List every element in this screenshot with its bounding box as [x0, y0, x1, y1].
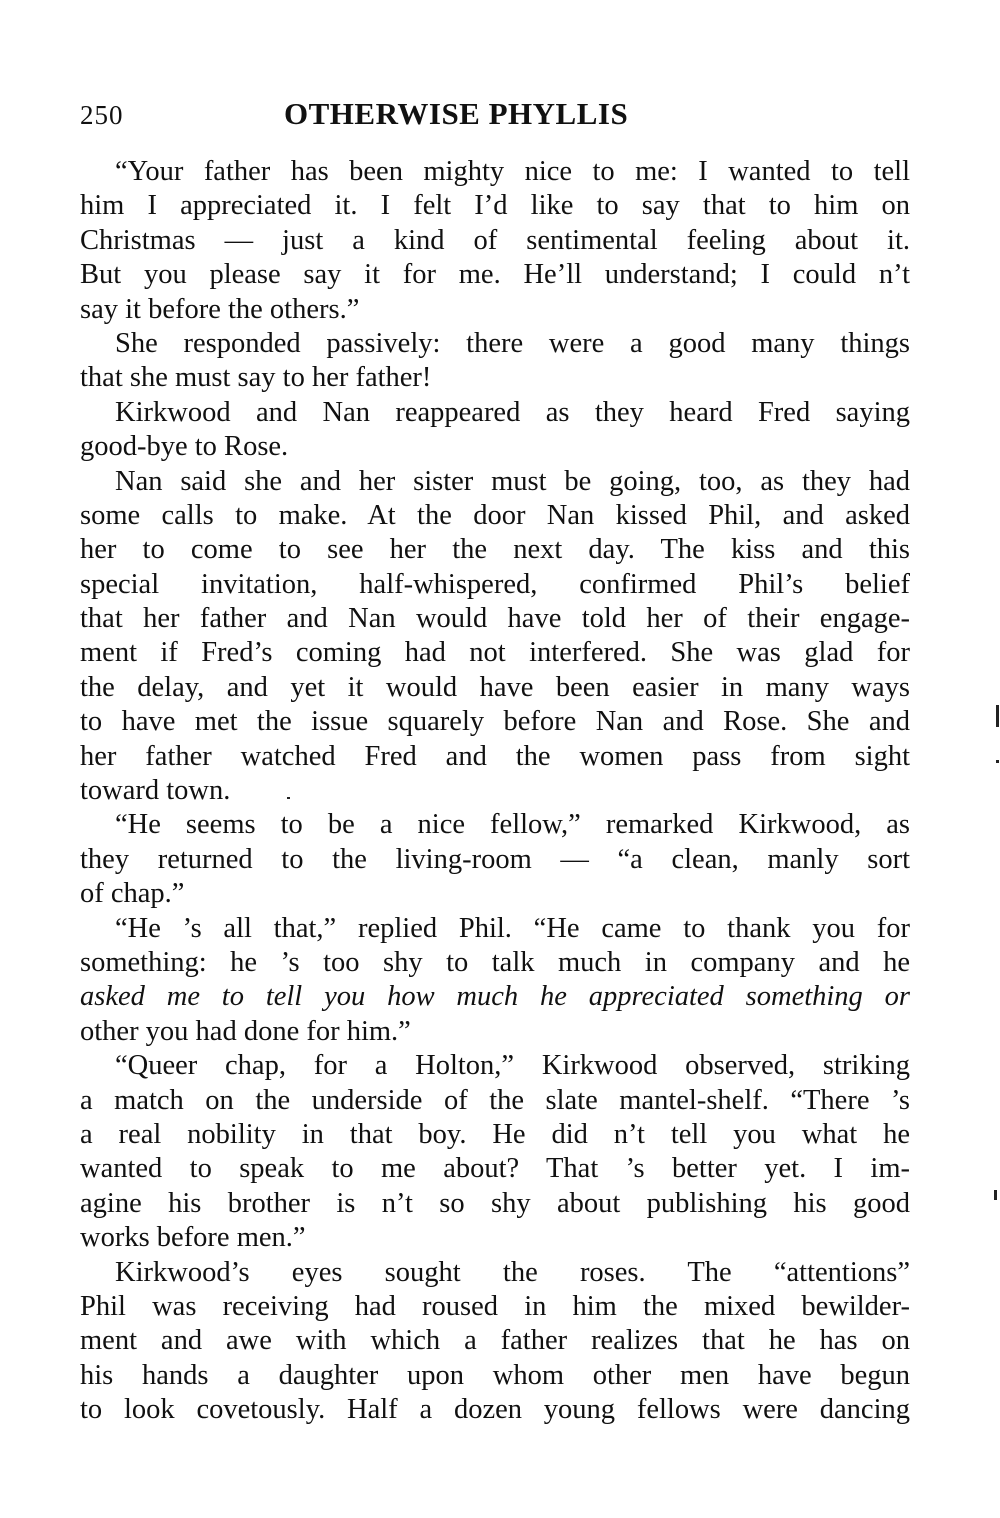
text-line: ment if Fred’s coming had not interfered. She was glad for: [80, 637, 910, 669]
margin-speck: [996, 760, 999, 763]
text-line: other you had done for him.”: [80, 1015, 411, 1047]
text-line: good-bye to Rose.: [80, 431, 289, 463]
text-line: Kirkwood’s eyes sought the roses. The “attentions”: [115, 1256, 910, 1288]
text-line: something: he ’s too shy to talk much in company and he: [80, 946, 910, 978]
text-line: to have met the issue squarely before Nan and Rose. She and: [80, 706, 910, 738]
text-line: toward town.: [80, 775, 231, 807]
text-line: of chap.”: [80, 878, 185, 910]
text-line: to look covetously. Half a dozen young fellows were dancing: [80, 1394, 910, 1426]
text-line: works before men.”: [80, 1222, 306, 1254]
text-line: But you please say it for me. He’ll understand; I could n’t: [80, 259, 910, 291]
text-line: asked me to tell you how much he appreciated something or: [80, 981, 910, 1013]
text-line: a match on the underside of the slate mantel-shelf. “There ’s: [80, 1084, 910, 1116]
running-title: OTHERWISE PHYLLIS: [284, 96, 629, 131]
text-line: some calls to make. At the door Nan kissed Phil, and asked: [80, 499, 910, 531]
margin-speck: [287, 797, 290, 799]
text-line: Kirkwood and Nan reappeared as they heard Fred saying: [115, 396, 910, 428]
text-line: “He seems to be a nice fellow,” remarked Kirkwood, as: [115, 809, 910, 841]
text-line: that she must say to her father!: [80, 362, 432, 394]
text-line: She responded passively: there were a good many things: [115, 327, 910, 359]
text-line: his hands a daughter upon whom other men have begun: [80, 1359, 910, 1391]
margin-speck: [996, 705, 999, 727]
text-line: ment and awe with which a father realizes that he has on: [80, 1325, 910, 1357]
text-line: they returned to the living-room — “a clean, manly sort: [80, 843, 910, 875]
text-line: him I appreciated it. I felt I’d like to say that to him on: [80, 190, 910, 222]
text-line: her to come to see her the next day. The kiss and this: [80, 534, 910, 566]
page-number: 250: [80, 100, 124, 130]
page-header: [80, 96, 910, 136]
text-line: the delay, and yet it would have been easier in many ways: [80, 671, 910, 703]
text-line: “Queer chap, for a Holton,” Kirkwood observed, striking: [115, 1050, 910, 1082]
margin-speck: [994, 1190, 997, 1200]
text-line: her father watched Fred and the women pass from sight: [80, 740, 910, 772]
text-line: say it before the others.”: [80, 293, 360, 325]
text-line: a real nobility in that boy. He did n’t tell you what he: [80, 1118, 910, 1150]
text-line: special invitation, half-whispered, confirmed Phil’s belief: [80, 568, 910, 600]
text-line: “He ’s all that,” replied Phil. “He came to thank you for: [115, 912, 910, 944]
text-line: agine his brother is n’t so shy about publishing his good: [80, 1187, 910, 1219]
text-line: Phil was receiving had roused in him the mixed bewilder-: [80, 1290, 910, 1322]
text-line: Nan said she and her sister must be going, too, as they had: [115, 465, 910, 497]
text-line: wanted to speak to me about? That ’s better yet. I im-: [80, 1153, 910, 1185]
text-line: that her father and Nan would have told her of their engage-: [80, 603, 910, 635]
text-line: “Your father has been mighty nice to me: I wanted to tell: [115, 156, 910, 187]
body-text: [80, 155, 910, 1427]
text-line: Christmas — just a kind of sentimental feeling about it.: [80, 224, 910, 256]
